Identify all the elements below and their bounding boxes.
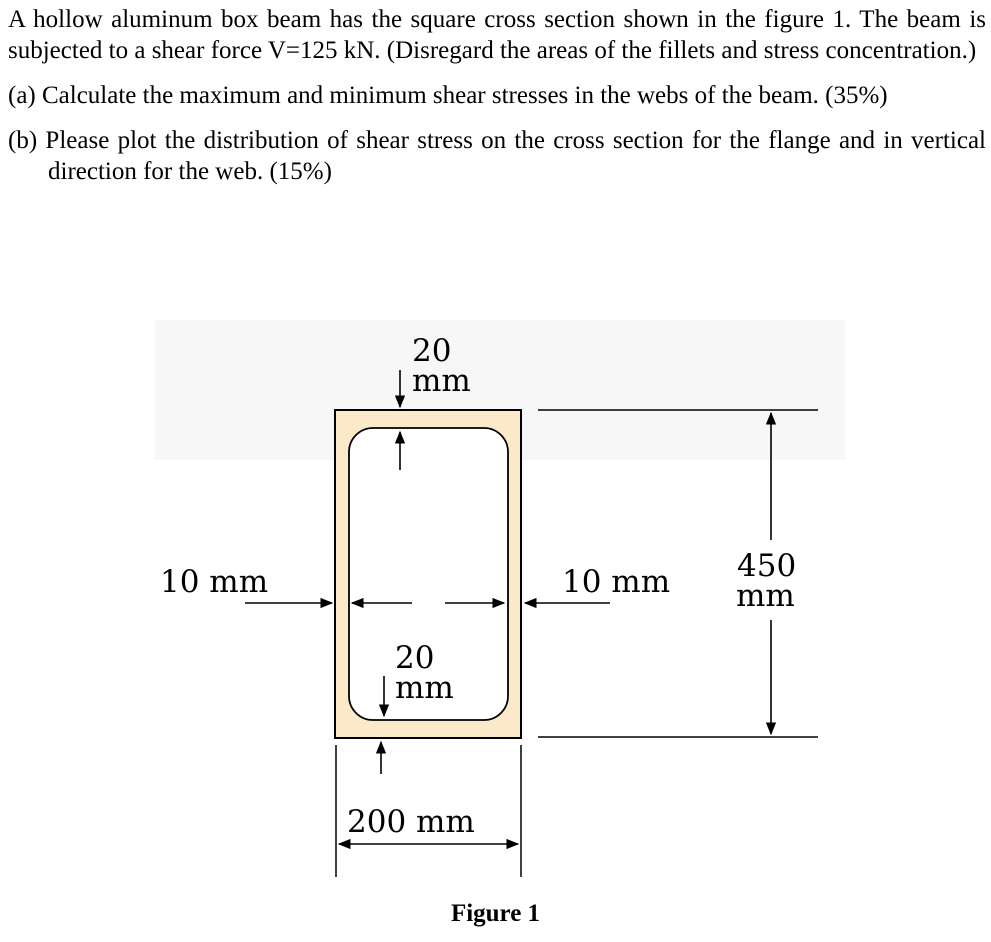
width-label: 200 mm bbox=[347, 804, 475, 840]
part-a: (a) Calculate the maximum and minimum shear stresses in the webs of the beam. (35%) bbox=[8, 82, 888, 109]
right-web-label: 10 mm bbox=[562, 564, 671, 600]
problem-intro: A hollow aluminum box beam has the square cross section shown in the figure 1. The beam is subjected to a shear force V=125 kN. (Disregard the areas of the fillets and stress concentration.) bbox=[8, 6, 986, 64]
top-flange-value: 20 bbox=[412, 333, 452, 369]
height-value: 450 bbox=[737, 548, 797, 584]
figure-caption: Figure 1 bbox=[450, 900, 541, 927]
bottom-flange-value: 20 bbox=[395, 640, 435, 676]
height-unit: mm bbox=[736, 578, 795, 614]
part-b: (b) Please plot the distribution of shear stress on the cross section for the flange and in vertical direction for the web. (15%) bbox=[8, 127, 986, 185]
bottom-flange-unit: mm bbox=[395, 670, 454, 706]
top-flange-unit: mm bbox=[412, 363, 471, 399]
left-web-label: 10 mm bbox=[160, 564, 269, 600]
